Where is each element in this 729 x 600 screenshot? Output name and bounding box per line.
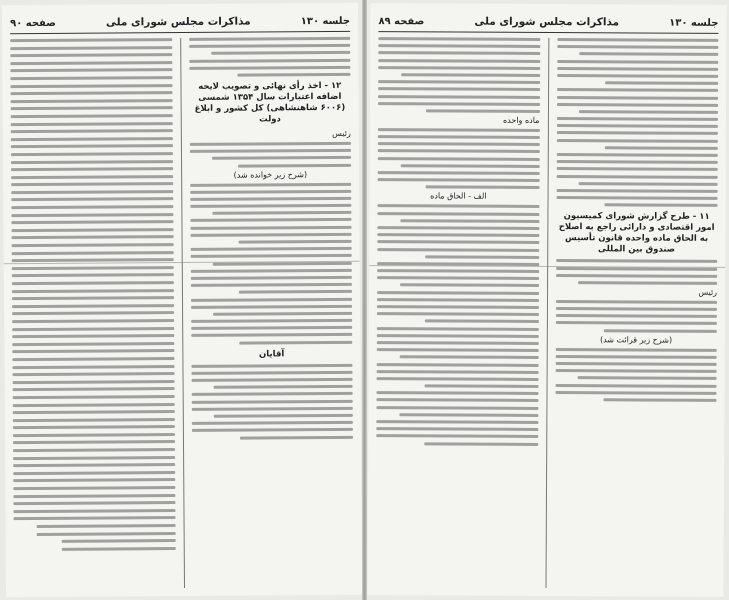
- text-block: [555, 300, 717, 333]
- right-page-columns: [375, 37, 718, 589]
- left-heading-members: آقایان: [258, 348, 285, 360]
- left-page-column-right: [189, 37, 354, 588]
- chairman-label: رئیس: [332, 128, 351, 138]
- text-block: [555, 348, 717, 402]
- left-page: [2, 3, 362, 597]
- left-page-column-left: [10, 38, 175, 589]
- right-page-header: [378, 13, 718, 34]
- left-heading-appropriations: ۱۲ - اخذ رأی نهائی و تصویب لایحه اضافه اعتبارات سال ۱۳۵۴ شمسی (۶۰۰۶ شاهنشاهی) کل کشور و ابلاغ دولت: [194, 80, 346, 125]
- left-page-header: [10, 13, 350, 34]
- right-page-column-right: [554, 38, 718, 589]
- text-block: [190, 182, 353, 344]
- article-label: ماده واحده: [502, 115, 540, 125]
- column-divider: [180, 38, 185, 588]
- text-block: [556, 38, 718, 207]
- right-page-column-left: [375, 37, 539, 588]
- section-label: الف - الحاق ماده: [430, 191, 487, 202]
- book-gutter: [362, 0, 367, 600]
- left-page-columns: [10, 37, 354, 589]
- text-block: [376, 204, 539, 445]
- text-block: [189, 37, 351, 77]
- statement-label: (شرح زیر خوانده شد): [233, 169, 308, 180]
- text-block: [378, 128, 540, 189]
- text-block: [189, 142, 351, 168]
- text-block: [378, 37, 540, 113]
- left-session-label: جلسه ۱۳۰: [300, 15, 351, 27]
- right-page-number: صفحه ۸۹: [378, 15, 425, 27]
- statement-label: (شرح زیر قرائت شد): [599, 334, 673, 345]
- right-journal-title: مذاکرات مجلس شورای ملی: [474, 15, 620, 29]
- right-session-label: جلسه ۱۳۰: [669, 17, 719, 29]
- left-journal-title: مذاکرات مجلس شورای ملی: [105, 15, 251, 29]
- chairman-label: رئیس: [698, 287, 718, 297]
- text-block: [191, 363, 353, 439]
- left-page-number: صفحه ۹۰: [10, 17, 56, 29]
- right-heading-fund-report: ۱۱ - طرح گزارش شورای کمیسیون امور اقتصادی و دارائی راجع به اصلاح به الحاق ماده واحده قانون تأسیس صندوق بین المللی: [558, 211, 715, 255]
- member-names-list: [10, 38, 175, 551]
- text-block: [556, 259, 718, 284]
- column-divider: [545, 38, 549, 588]
- right-page: [367, 3, 726, 597]
